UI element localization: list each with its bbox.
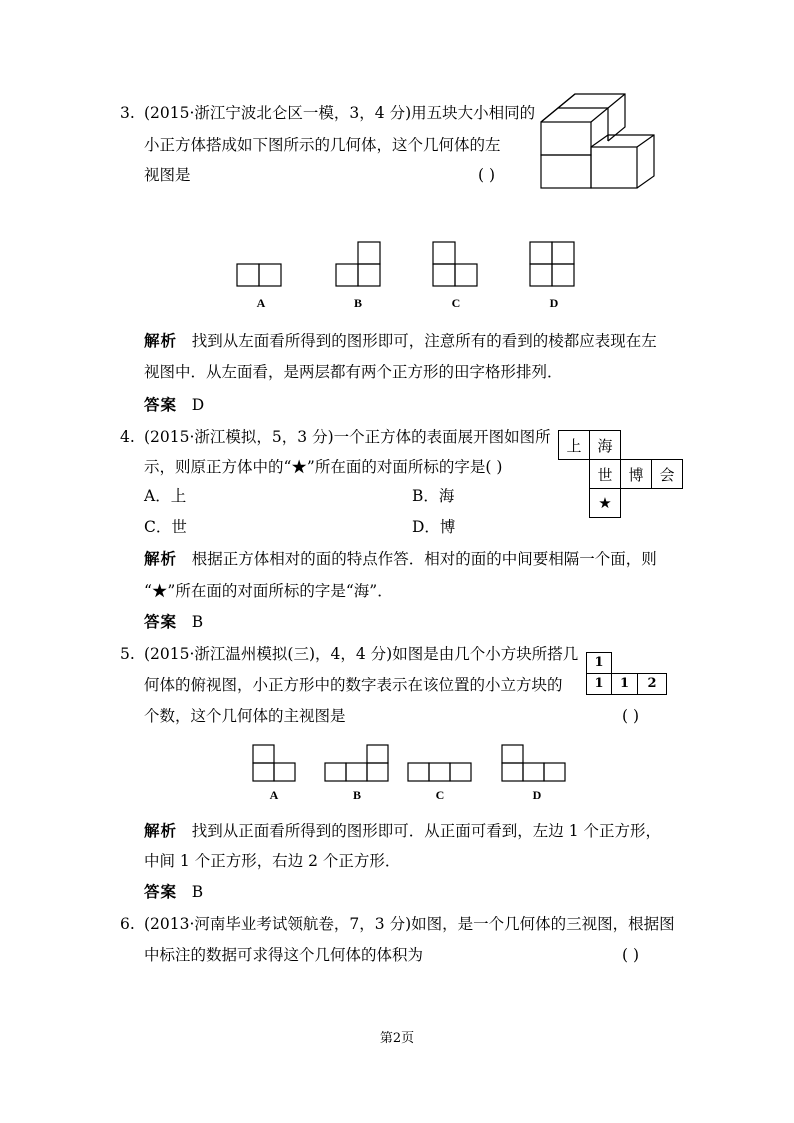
q6-answer-paren: ( ) xyxy=(622,946,640,964)
q4-analysis-label: 解析 xyxy=(144,549,178,568)
q4-option-c: C．世 xyxy=(144,518,187,536)
q3-answer xyxy=(144,394,204,416)
q5-top-view xyxy=(586,652,666,696)
q4-analysis-line1 xyxy=(144,548,657,570)
q3-analysis-line2: 视图中．从左面看，是两层都有两个正方形的田字格形排列． xyxy=(144,363,563,381)
q3-options-figures xyxy=(235,240,575,290)
page-number: 第2页 xyxy=(379,1031,415,1046)
net-cell: 海 xyxy=(590,431,621,460)
q3-answer-label: 答案 xyxy=(144,395,178,414)
q3-analysis-label: 解析 xyxy=(144,331,178,350)
q4-answer-value: B xyxy=(191,613,204,631)
top-view-cell: 1 xyxy=(586,673,612,695)
q6-number: 6. xyxy=(120,915,135,933)
q3-stem-line2: 小正方体搭成如下图所示的几何体，这个几何体的左 xyxy=(144,136,501,154)
top-view-cell: 1 xyxy=(586,652,612,674)
q5-answer-label: 答案 xyxy=(144,882,178,901)
q3-option-d-label: D xyxy=(549,296,559,310)
q4-analysis-text1: 根据正方体相对的面的特点作答．相对的面的中间要相隔一个面，则 xyxy=(191,550,657,568)
q6-stem-line2: 中标注的数据可求得这个几何体的体积为 xyxy=(144,946,424,964)
q5-analysis-text1: 找到从正面看所得到的图形即可．从正面可看到，左边 1 个正方形， xyxy=(191,822,662,840)
q3-analysis-text1: 找到从左面看所得到的图形即可，注意所有的看到的棱都应表现在左 xyxy=(191,332,657,350)
q5-number: 5. xyxy=(120,645,135,663)
q5-answer xyxy=(144,881,203,903)
q5-analysis-label: 解析 xyxy=(144,821,178,840)
q3-answer-value: D xyxy=(191,396,205,414)
q5-answer-value: B xyxy=(191,883,204,901)
q3-analysis-line1 xyxy=(144,330,657,352)
q3-option-c-label: C xyxy=(451,296,461,310)
q3-answer-paren: ( ) xyxy=(478,166,496,184)
net-cell: ★ xyxy=(590,489,621,518)
net-cell: 博 xyxy=(621,460,652,489)
q4-option-a: A．上 xyxy=(144,487,187,505)
q5-option-c-label: C xyxy=(435,788,445,802)
q5-stem-line2: 何体的俯视图，小正方形中的数字表示在该位置的小立方块的 xyxy=(144,676,563,694)
q4-answer xyxy=(144,611,203,633)
q5-stem-line3: 个数，这个几何体的主视图是 xyxy=(144,707,346,725)
top-view-cell: 1 xyxy=(611,673,638,695)
q4-option-b: B．海 xyxy=(412,487,455,505)
net-cell: 上 xyxy=(559,431,590,460)
q5-option-d-label: D xyxy=(532,788,542,802)
q4-number: 4. xyxy=(120,428,135,446)
q6-stem-line1: (2013·河南毕业考试领航卷，7，3 分)如图，是一个几何体的三视图，根据图 xyxy=(144,915,675,933)
q3-option-b-label: B xyxy=(353,296,362,310)
q5-option-b-label: B xyxy=(352,788,361,802)
q5-analysis-line2: 中间 1 个正方形，右边 2 个正方形． xyxy=(144,852,401,870)
q4-stem-line1: (2015·浙江模拟，5，3 分)一个正方体的表面展开图如图所 xyxy=(144,428,551,446)
q4-answer-label: 答案 xyxy=(144,612,178,631)
q4-analysis-line2: “★”所在面的对面所标的字是“海”． xyxy=(144,582,393,600)
q5-option-a-label: A xyxy=(269,788,279,802)
net-cell: 会 xyxy=(652,460,683,489)
top-view-cell: 2 xyxy=(637,673,667,695)
q4-option-d: D．博 xyxy=(412,518,456,536)
q3-stem-line3: 视图是 xyxy=(144,166,191,184)
q3-option-a-label: A xyxy=(256,296,266,310)
q5-answer-paren: ( ) xyxy=(622,707,640,725)
q3-solid-figure xyxy=(536,90,678,194)
q3-stem-line1: (2015·浙江宁波北仑区一模，3，4 分)用五块大小相同的 xyxy=(144,104,536,122)
q5-stem-line1: (2015·浙江温州模拟(三)，4，4 分)如图是由几个小方块所搭几 xyxy=(144,645,579,663)
q4-cube-net xyxy=(558,430,683,518)
q3-number: 3. xyxy=(120,104,135,122)
q5-analysis-line1 xyxy=(144,820,661,842)
q4-stem-line2: 示，则原正方体中的“★”所在面的对面所标的字是( ) xyxy=(144,458,503,476)
net-cell: 世 xyxy=(590,460,621,489)
q5-options-figures xyxy=(250,742,570,784)
